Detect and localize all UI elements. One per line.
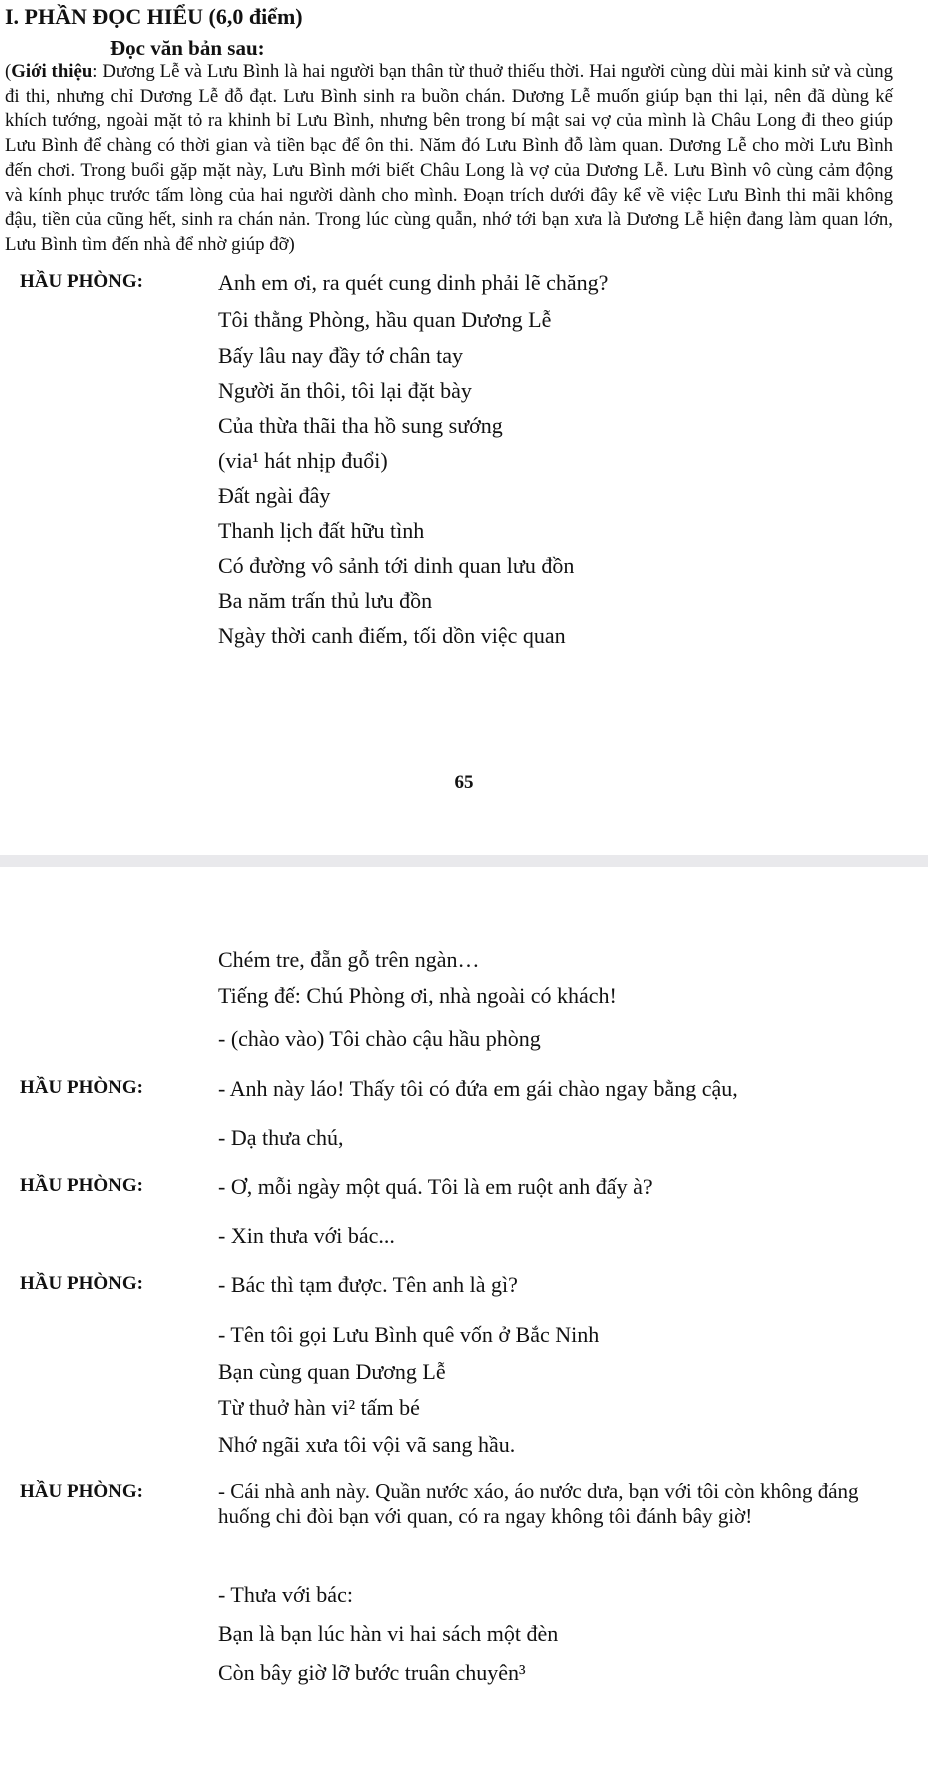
dialogue-line: - Bác thì tạm được. Tên anh là gì? — [218, 1272, 518, 1297]
verse-line: Của thừa thãi tha hồ sung sướng — [218, 413, 503, 438]
verse-line: Chém tre, đẵn gỗ trên ngàn… — [218, 947, 480, 972]
verse-line: Người ăn thôi, tôi lại đặt bày — [218, 378, 472, 403]
reading-instruction: Đọc văn bản sau: — [110, 36, 265, 60]
intro-paragraph: (Giới thiệu: Dương Lễ và Lưu Bình là hai người bạn thân từ thuở thiếu thời. Hai người cùng dùi mài kinh sử và cùng đi thi, nhưng chỉ Dương Lễ đỗ đạt. Lưu Bình sinh ra buồn chán. Dương Lễ muốn giúp bạn thi lại, nên đã dùng kế khích tướng, ngoài mặt tỏ ra khinh bỉ Lưu Bình, nhưng bên trong bí mật sai vợ của mình là Châu Long đi theo giúp Lưu Bình để chàng có thời gian và tiền bạc để ôn thi. Năm đó Lưu Bình đỗ làm quan. Dương Lễ cho mời Lưu Bình đến chơi. Trong buổi gặp mặt này, Lưu Bình mới biết Châu Long là vợ của Dương Lễ. Lưu Bình vô cùng cảm động và kính phục trước tấm lòng của hai người dành cho mình. Đoạn trích dưới đây kể về việc Lưu Bình thi mãi không đậu, tiền của cũng hết, sinh ra chán nản. Trong lúc cùng quẫn, nhớ tới bạn xưa là Dương Lễ hiện đang làm quan lớn, Lưu Bình tìm đến nhà để nhờ giúp đỡ) — [5, 61, 893, 255]
dialogue-line: - Xin thưa với bác... — [218, 1223, 395, 1248]
verse-line: Bạn là bạn lúc hàn vi hai sách một đèn — [218, 1621, 559, 1646]
speaker-label: HẦU PHÒNG: — [20, 271, 143, 292]
verse-line: Tiếng đế: Chú Phòng ơi, nhà ngoài có khách! — [218, 983, 617, 1008]
stage-direction: (via¹ hát nhịp đuổi) — [218, 448, 388, 473]
verse-line: Tôi thằng Phòng, hầu quan Dương Lễ — [218, 307, 552, 332]
verse-line: Có đường vô sảnh tới dinh quan lưu đồn — [218, 553, 575, 578]
verse-line: Anh em ơi, ra quét cung dinh phải lẽ chăng? — [218, 270, 609, 295]
speaker-label: HẦU PHÒNG: — [20, 1481, 143, 1502]
dialogue-line: - Ơ, mỗi ngày một quá. Tôi là em ruột anh đấy à? — [218, 1174, 653, 1199]
verse-line: Từ thuở hàn vi² tấm bé — [218, 1395, 420, 1420]
verse-line: Nhớ ngãi xưa tôi vội vã sang hầu. — [218, 1432, 516, 1457]
page-number: 65 — [454, 772, 474, 793]
verse-line: Ba năm trấn thủ lưu đồn — [218, 588, 433, 613]
verse-line: Thanh lịch đất hữu tình — [218, 518, 425, 543]
dialogue-line: - Anh này láo! Thấy tôi có đứa em gái chào ngay bằng cậu, — [218, 1076, 738, 1101]
dialogue-paragraph: - Cái nhà anh này. Quần nước xáo, áo nước dưa, bạn với tôi còn không đáng huống chi đòi bạn với quan, có ra ngay không tôi đánh bây giờ! — [218, 1479, 859, 1528]
verse-line: Bấy lâu nay đầy tớ chân tay — [218, 343, 463, 368]
dialogue-line: - Dạ thưa chú, — [218, 1125, 344, 1150]
speaker-label: HẦU PHÒNG: — [20, 1175, 143, 1196]
verse-line: Đất ngài đây — [218, 483, 331, 508]
intro-label: Giới thiệu — [11, 61, 93, 82]
verse-line: Còn bây giờ lỡ bước truân chuyên³ — [218, 1660, 526, 1685]
section-heading: I. PHẦN ĐỌC HIỂU (6,0 điểm) — [5, 4, 303, 29]
speaker-label: HẦU PHÒNG: — [20, 1273, 143, 1294]
speaker-label: HẦU PHÒNG: — [20, 1077, 143, 1098]
verse-line: Bạn cùng quan Dương Lễ — [218, 1359, 446, 1384]
dialogue-line: - (chào vào) Tôi chào cậu hầu phòng — [218, 1026, 541, 1051]
intro-text: : Dương Lễ và Lưu Bình là hai người bạn thân từ thuở thiếu thời. Hai người cùng dùi mài kinh sử và cùng đi thi, nhưng chỉ Dương Lễ đỗ đạt. Lưu Bình sinh ra buồn chán. Dương Lễ muốn giúp bạn thi lại, nên đã dùng kế khích tướng, ngoài mặt tỏ ra khinh bỉ Lưu Bình, nhưng bên trong bí mật sai vợ của mình là Châu Long đi theo giúp Lưu Bình để chàng có thời gian và tiền bạc để ôn thi. Năm đó Lưu Bình đỗ làm quan. Dương Lễ cho mời Lưu Bình đến chơi. Trong buổi gặp mặt này, Lưu Bình mới biết Châu Long là vợ của Dương Lễ. Lưu Bình vô cùng cảm động và kính phục trước tấm lòng của hai người dành cho mình. Đoạn trích dưới đây kể về việc Lưu Bình thi mãi không đậu, tiền của cũng hết, sinh ra chán nản. Trong lúc cùng quẫn, nhớ tới bạn xưa là Dương Lễ hiện đang làm quan lớn, Lưu Bình tìm đến nhà để nhờ giúp đỡ) — [5, 61, 893, 255]
verse-line: Ngày thời canh điếm, tối dồn việc quan — [218, 623, 566, 648]
page-divider — [0, 855, 928, 867]
dialogue-line: - Thưa với bác: — [218, 1582, 353, 1607]
dialogue-line: - Tên tôi gọi Lưu Bình quê vốn ở Bắc Ninh — [218, 1322, 600, 1347]
